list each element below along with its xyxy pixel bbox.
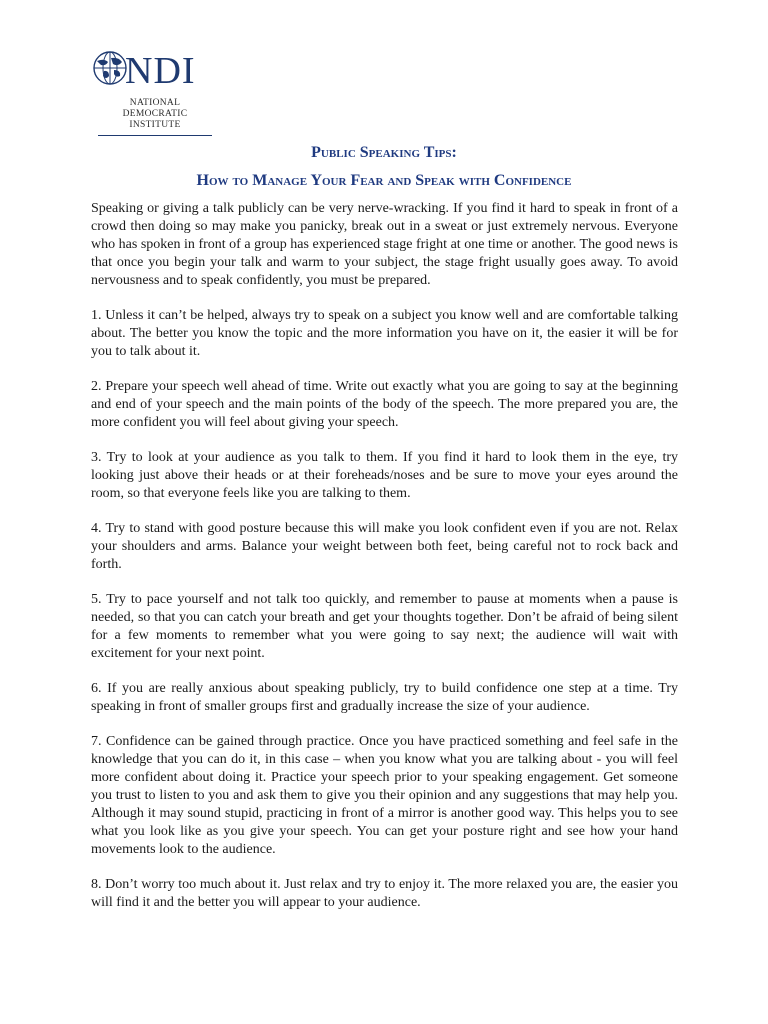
logo-wordmark: NDI [125, 50, 196, 92]
logo-subtitle-line: DEMOCRATIC [122, 109, 188, 119]
globe-icon [92, 50, 128, 86]
logo-subtitle [114, 98, 196, 131]
tip-paragraph: 3. Try to look at your audience as you talk to them. If you find it hard to look them in the eye, try looking just above their heads or at their foreheads/noses and be sure to move your eyes around the room, so that everyone feels like you are talking to them. [91, 450, 678, 501]
intro-paragraph: Speaking or giving a talk publicly can be very nerve-wracking. If you find it hard to speak in front of a crowd then doing so may make you panicky, break out in a sweat or just extremely nervous. Everyone who has spoken in front of a group has experienced stage fright at one time or another. The good news is that once you begin your talk and warm to your subject, the stage fright usually goes away. To avoid nervousness and to speak confidently, you must be prepared. [91, 201, 678, 288]
tip-paragraph: 6. If you are really anxious about speaking publicly, try to build confidence one step at a time. Try speaking in front of smaller groups first and gradually increase the size of your audience. [91, 681, 678, 714]
tip-paragraph: 2. Prepare your speech well ahead of time. Write out exactly what you are going to say at the beginning and end of your speech and the main points of the body of the speech. The more prepared you are, the more confident you will feel about giving your speech. [91, 379, 678, 430]
document-body [91, 200, 678, 929]
document-subtitle: How to Manage Your Fear and Speak with Confidence [196, 172, 572, 189]
logo-divider [98, 135, 212, 136]
tip-paragraph: 8. Don’t worry too much about it. Just relax and try to enjoy it. The more relaxed you are, the easier you will find it and the better you will appear to your audience. [91, 877, 678, 910]
tip-paragraph: 5. Try to pace yourself and not talk too quickly, and remember to pause at moments when a pause is needed, so that you can catch your breath and get your thoughts together. Don’t be afraid of being silent for a few moments to remember what you were going to say next; the audience will wait with excitement for your next point. [91, 592, 678, 661]
logo-subtitle-line: INSTITUTE [129, 120, 181, 130]
tip-paragraph: 4. Try to stand with good posture because this will make you look confident even if you are not. Relax your shoulders and arms. Balance your weight between both feet, being careful not to rock back and forth. [91, 521, 678, 572]
ndi-logo [92, 50, 232, 140]
logo-subtitle-line: NATIONAL [129, 98, 181, 108]
tip-paragraph: 7. Confidence can be gained through practice. Once you have practiced something and feel safe in the knowledge that you can do it, in this case – when you know what you are talking about - you will feel more confident about doing it. Practice your speech prior to your speaking engagement. Get someone you trust to listen to you and ask them to give you their opinion and any suggestions that may help you. Although it may sound stupid, practicing in front of a mirror is another good way. This helps you to see what you look like as you give your speech. You can get your posture right and see how your hand movements look to the audience. [91, 734, 678, 857]
document-title: Public Speaking Tips: [311, 144, 457, 161]
tip-paragraph: 1. Unless it can’t be helped, always try to speak on a subject you know well and are comfortable talking about. The better you know the topic and the more information you have on it, the easier it will be for you to talk about it. [91, 308, 678, 359]
